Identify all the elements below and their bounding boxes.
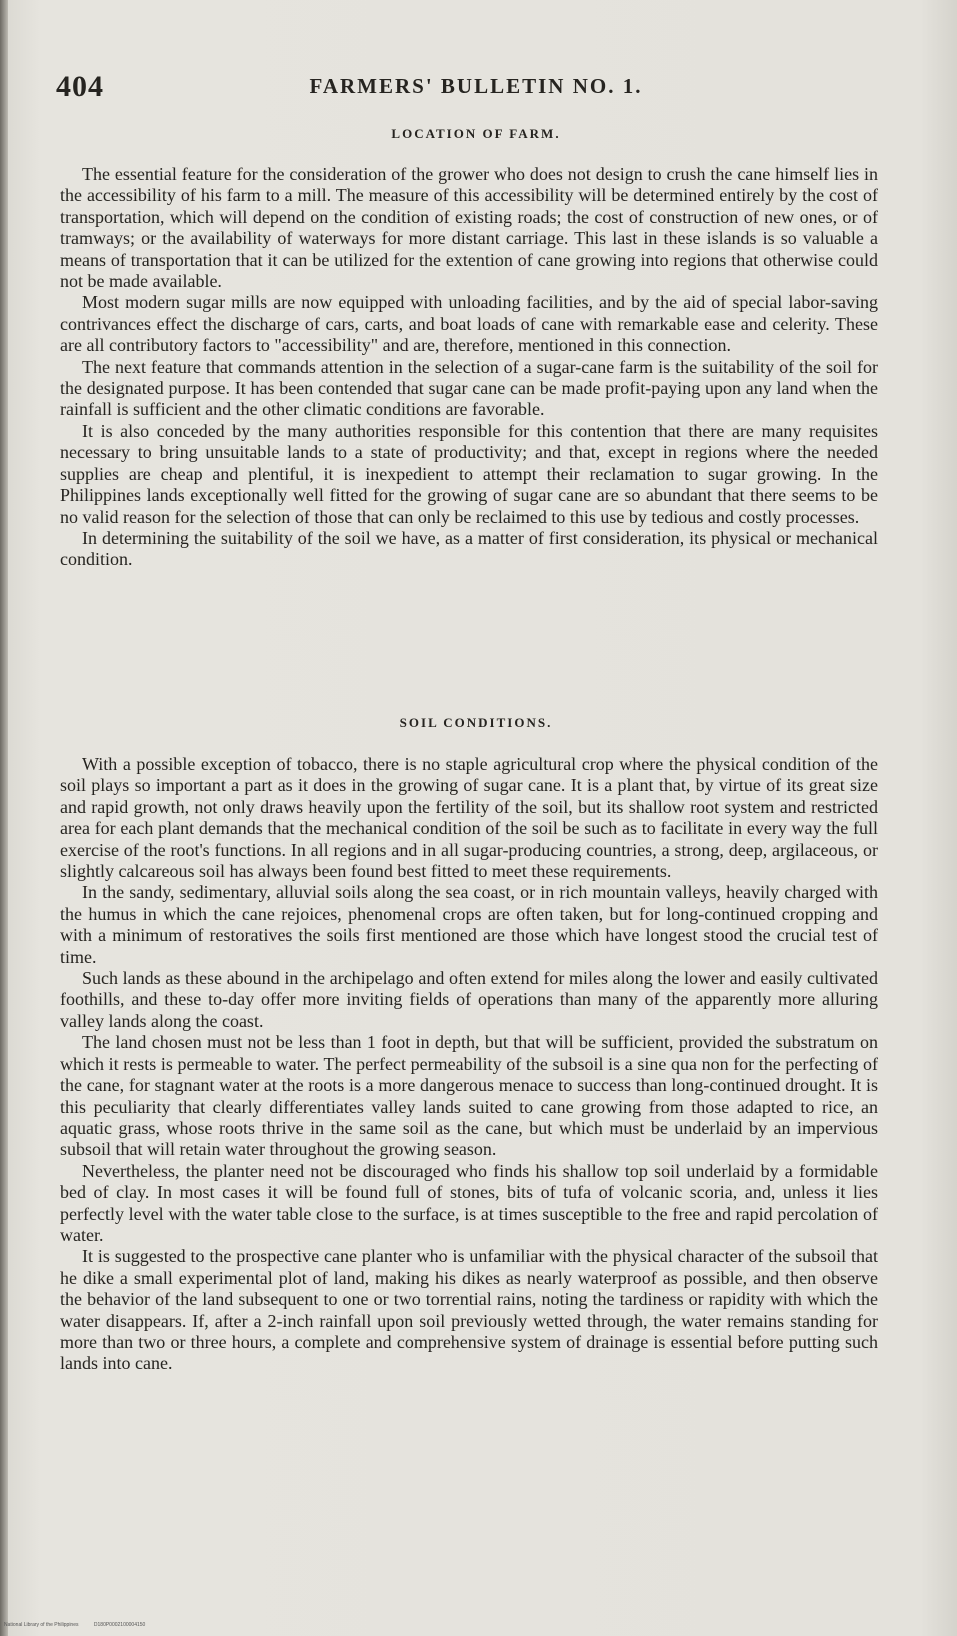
page-number: 404 [56, 70, 104, 103]
book-spine-shadow [0, 0, 8, 1636]
section-body-location-of-farm [60, 164, 878, 571]
paragraph: The next feature that commands attention in the selection of a sugar-cane farm is the suitability of the soil for the designated purpose. It has been contended that sugar cane can be made profit-paying upon any land when the rainfall is sufficient and the other climatic conditions are favorable. [60, 356, 878, 420]
paragraph: Most modern sugar mills are now equipped with unloading facilities, and by the aid of special labor-saving contrivances effect the discharge of cars, carts, and boat loads of cane with remarkable ease and celerity. These are all contributory factors to "accessibility" and are, therefore, mentioned in this connection. [60, 292, 878, 356]
paragraph: With a possible exception of tobacco, there is no staple agricultural crop where the physical condition of the soil plays so important a part as it does in the growing of sugar cane. It is a plant that, by virtue of its great size and rapid growth, not only draws heavily upon the fertility of the soil, but its shallow root system and restricted area for each plant demands that the mechanical condition of the soil be such as to facilitate in every way the full exercise of the root's functions. In all regions and in all sugar-producing countries, a strong, deep, argilaceous, or slightly calcareous soil has always been found best fitted to meet these requirements. [60, 754, 878, 882]
library-name: National Library of the Philippines [4, 1622, 79, 1628]
section-heading-location-of-farm: LOCATION OF FARM. [391, 126, 561, 141]
page-header [56, 70, 896, 110]
section-heading-soil-conditions: SOIL CONDITIONS. [399, 715, 553, 730]
paragraph: Such lands as these abound in the archipelago and often extend for miles along the lower and easily cultivated foothills, and these to-day offer more inviting fields of operations than many of the apparently more alluring valley lands along the coast. [60, 968, 878, 1031]
running-title: FARMERS' BULLETIN NO. 1. [309, 74, 643, 98]
paragraph: Nevertheless, the planter need not be discouraged who finds his shallow top soil underlaid by a formidable bed of clay. In most cases it will be found full of stones, bits of tufa of volcanic scoria, and, unless it lies perfectly level with the water table close to the surface, is at times susceptible to the free and rapid percolation of water. [60, 1160, 878, 1245]
paragraph: It is suggested to the prospective cane planter who is unfamiliar with the physical character of the subsoil that he dike a small experimental plot of land, making his dikes as nearly waterproof as possible, and then observe the behavior of the land subsequent to one or two torrential rains, noting the tardiness or rapidity with which the water disappears. If, after a 2-inch rainfall upon soil previously wetted through, the water remains standing for more than two or three hours, a complete and comprehensive system of drainage is essential before putting such lands into cane. [60, 1246, 878, 1374]
scan-identifier: D180P0002100004150 [93, 1622, 146, 1628]
paragraph: The land chosen must not be less than 1 foot in depth, but that will be sufficient, provided the substratum on which it rests is permeable to water. The perfect permeability of the subsoil is a sine qua non for the perfecting of the cane, for stagnant water at the roots is a more dangerous menace to success than long-continued drought. It is this peculiarity that clearly differentiates valley lands suited to cane growing from those adapted to rice, an aquatic grass, whose roots thrive in the same soil as the cane, but which must be underlaid by an impervious subsoil that will retain water throughout the growing season. [60, 1032, 878, 1160]
paragraph: In determining the suitability of the soil we have, as a matter of first consideration, its physical or mechanical condition. [60, 527, 878, 570]
paragraph: The essential feature for the consideration of the grower who does not design to crush the cane himself lies in the accessibility of his farm to a mill. The measure of this accessibility will be determined entirely by the cost of transportation, which will depend on the condition of existing roads; the cost of construction of new ones, or of tramways; or the availability of waterways for more distant carriage. This last in these islands is so valuable a means of transportation that it can be utilized for the extention of cane growing into regions that otherwise could not be made available. [60, 164, 878, 292]
scan-footer [4, 1622, 159, 1628]
paragraph: In the sandy, sedimentary, alluvial soils along the sea coast, or in rich mountain valleys, heavily charged with the humus in which the cane rejoices, phenomenal crops are often taken, but for long-continued cropping and with a minimum of restoratives the soils first mentioned are those which have longest stood the crucial test of time. [60, 882, 878, 967]
section-body-soil-conditions [60, 754, 878, 1375]
paragraph: It is also conceded by the many authorities responsible for this contention that there are many requisites necessary to bring unsuitable lands to a state of productivity; and that, except in regions where the needed supplies are cheap and plentiful, it is inexpedient to attempt their reclamation to sugar growing. In the Philippines lands exceptionally well fitted for the growing of sugar cane are so abundant that there seems to be no valid reason for the selection of those that can only be reclaimed to this use by tedious and costly processes. [60, 420, 878, 527]
